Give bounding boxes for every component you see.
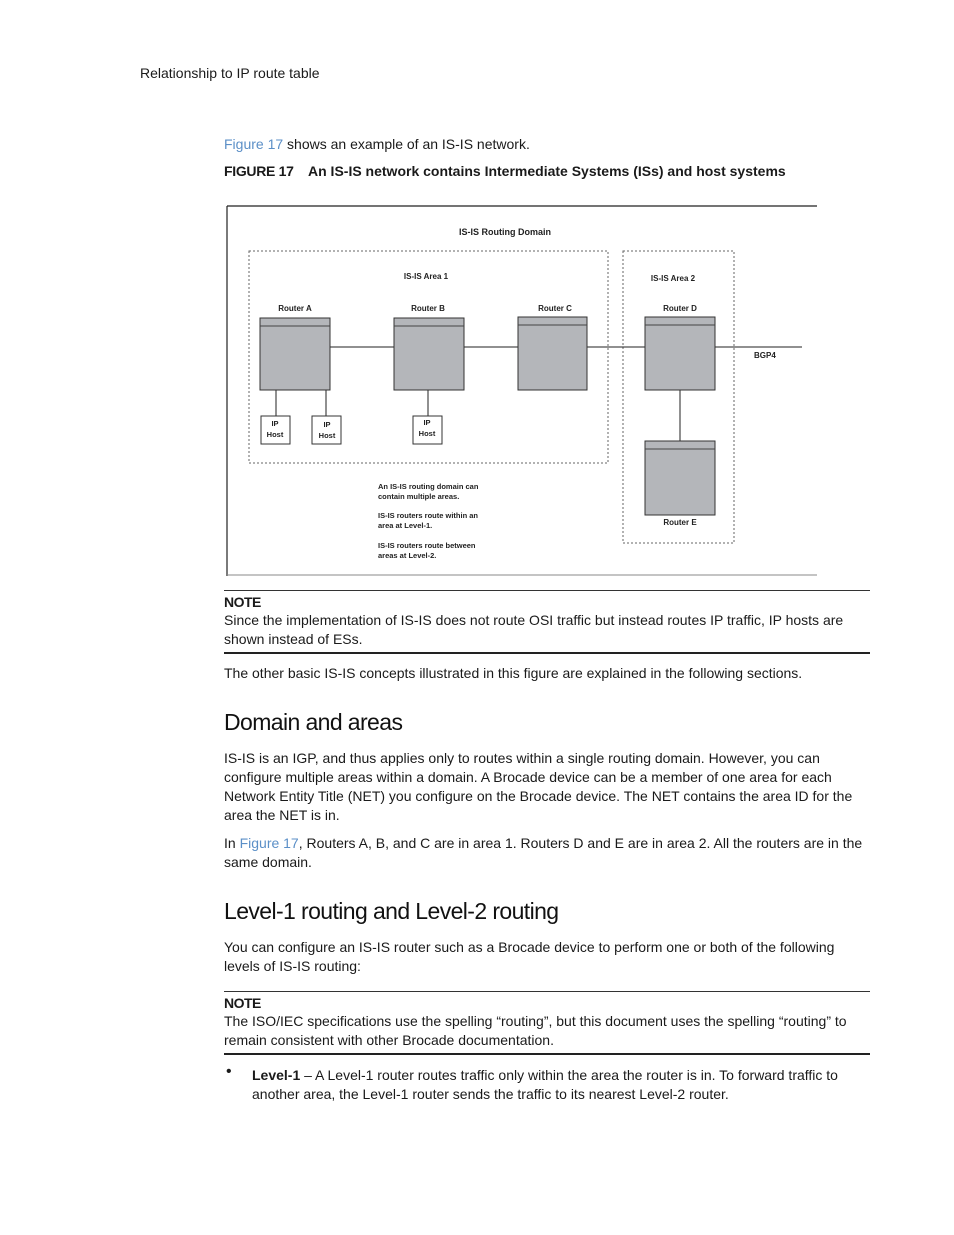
bullet-level1-term: Level-1 bbox=[252, 1067, 301, 1083]
domain-label: IS-IS Routing Domain bbox=[459, 227, 551, 237]
note1-bottom-rule bbox=[224, 652, 870, 654]
legend-1-line1: An IS-IS routing domain can bbox=[378, 482, 479, 491]
figure-link-2[interactable]: Figure 17 bbox=[239, 835, 299, 851]
running-header: Relationship to IP route table bbox=[140, 65, 320, 81]
intro-paragraph bbox=[224, 135, 870, 154]
legend-3-line2: areas at Level-2. bbox=[378, 551, 437, 560]
router-d-label: Router D bbox=[663, 304, 697, 313]
heading-domain-and-areas: Domain and areas bbox=[224, 709, 403, 735]
note2-bottom-rule bbox=[224, 1053, 870, 1055]
figure-link[interactable]: Figure 17 bbox=[224, 136, 284, 152]
router-a-label: Router A bbox=[278, 304, 312, 313]
ip-host-2-line1: IP bbox=[323, 420, 331, 429]
bullet-level1-text: – A Level-1 router routes traffic only within the area the router is in. To forward traffic to another area, the Level-1 router sends the traffic to its nearest Level-2 router. bbox=[252, 1067, 838, 1102]
levels-paragraph: You can configure an IS-IS router such as a Brocade device to perform one or both of the following levels of IS-IS routing: bbox=[224, 939, 835, 974]
domain-para2-prefix: In bbox=[224, 835, 240, 851]
bullet-level1 bbox=[252, 1066, 870, 1104]
ip-host-1-line2: Host bbox=[266, 430, 284, 439]
ip-host-1-line1: IP bbox=[271, 419, 279, 428]
domain-paragraph-2 bbox=[224, 834, 870, 872]
domain-paragraph-1: IS-IS is an IGP, and thus applies only to routes within a single routing domain. However, you can configure multiple areas within a domain. A Brocade device can be a member of one area for each Network Entity Title (NET) you configure on the Brocade device. The NET contains the area ID for the area the NET is in. bbox=[224, 750, 853, 823]
ip-host-3-line1: IP bbox=[423, 418, 431, 427]
router-a bbox=[260, 318, 330, 390]
note2-top-rule bbox=[224, 991, 870, 992]
note2-label: NOTE bbox=[224, 995, 261, 1011]
router-b bbox=[394, 318, 464, 390]
router-e-label: Router E bbox=[663, 518, 697, 527]
note1-top-rule bbox=[224, 590, 870, 591]
intro-text: shows an example of an IS-IS network. bbox=[283, 136, 530, 152]
router-c bbox=[518, 317, 587, 390]
router-c-label: Router C bbox=[538, 304, 572, 313]
ip-host-2-line2: Host bbox=[318, 431, 336, 440]
bullet-marker: • bbox=[226, 1063, 232, 1080]
ip-host-3-line2: Host bbox=[418, 429, 436, 438]
figure-caption-text: An IS-IS network contains Intermediate Systems (ISs) and host systems bbox=[308, 163, 786, 179]
isis-network-diagram bbox=[226, 205, 822, 577]
router-d bbox=[645, 317, 715, 390]
area1-label: IS-IS Area 1 bbox=[403, 272, 449, 281]
router-e bbox=[645, 441, 715, 515]
legend-2-line1: IS-IS routers route within an bbox=[378, 511, 479, 520]
legend-3-line1: IS-IS routers route between bbox=[378, 541, 476, 550]
bgp4-label: BGP4 bbox=[754, 351, 776, 360]
figure-number: FIGURE 17 bbox=[224, 163, 294, 179]
figure-caption bbox=[224, 163, 786, 179]
note1-label: NOTE bbox=[224, 594, 261, 610]
concepts-paragraph: The other basic IS-IS concepts illustrated in this figure are explained in the following sections. bbox=[224, 665, 803, 681]
note2-text: The ISO/IEC specifications use the spelling “routing”, but this document uses the spelling “routing” to remain consistent with other Brocade documentation. bbox=[224, 1013, 847, 1048]
legend-1-line2: contain multiple areas. bbox=[378, 492, 460, 501]
heading-level-routing: Level-1 routing and Level-2 routing bbox=[224, 898, 559, 924]
note1-text: Since the implementation of IS-IS does not route OSI traffic but instead routes IP traffic, IP hosts are shown instead of ESs. bbox=[224, 612, 844, 647]
router-b-label: Router B bbox=[411, 304, 445, 313]
area2-label: IS-IS Area 2 bbox=[650, 274, 696, 283]
domain-para2-text: , Routers A, B, and C are in area 1. Routers D and E are in area 2. All the routers are in the same domain. bbox=[224, 835, 863, 870]
legend-2-line2: area at Level-1. bbox=[378, 521, 433, 530]
